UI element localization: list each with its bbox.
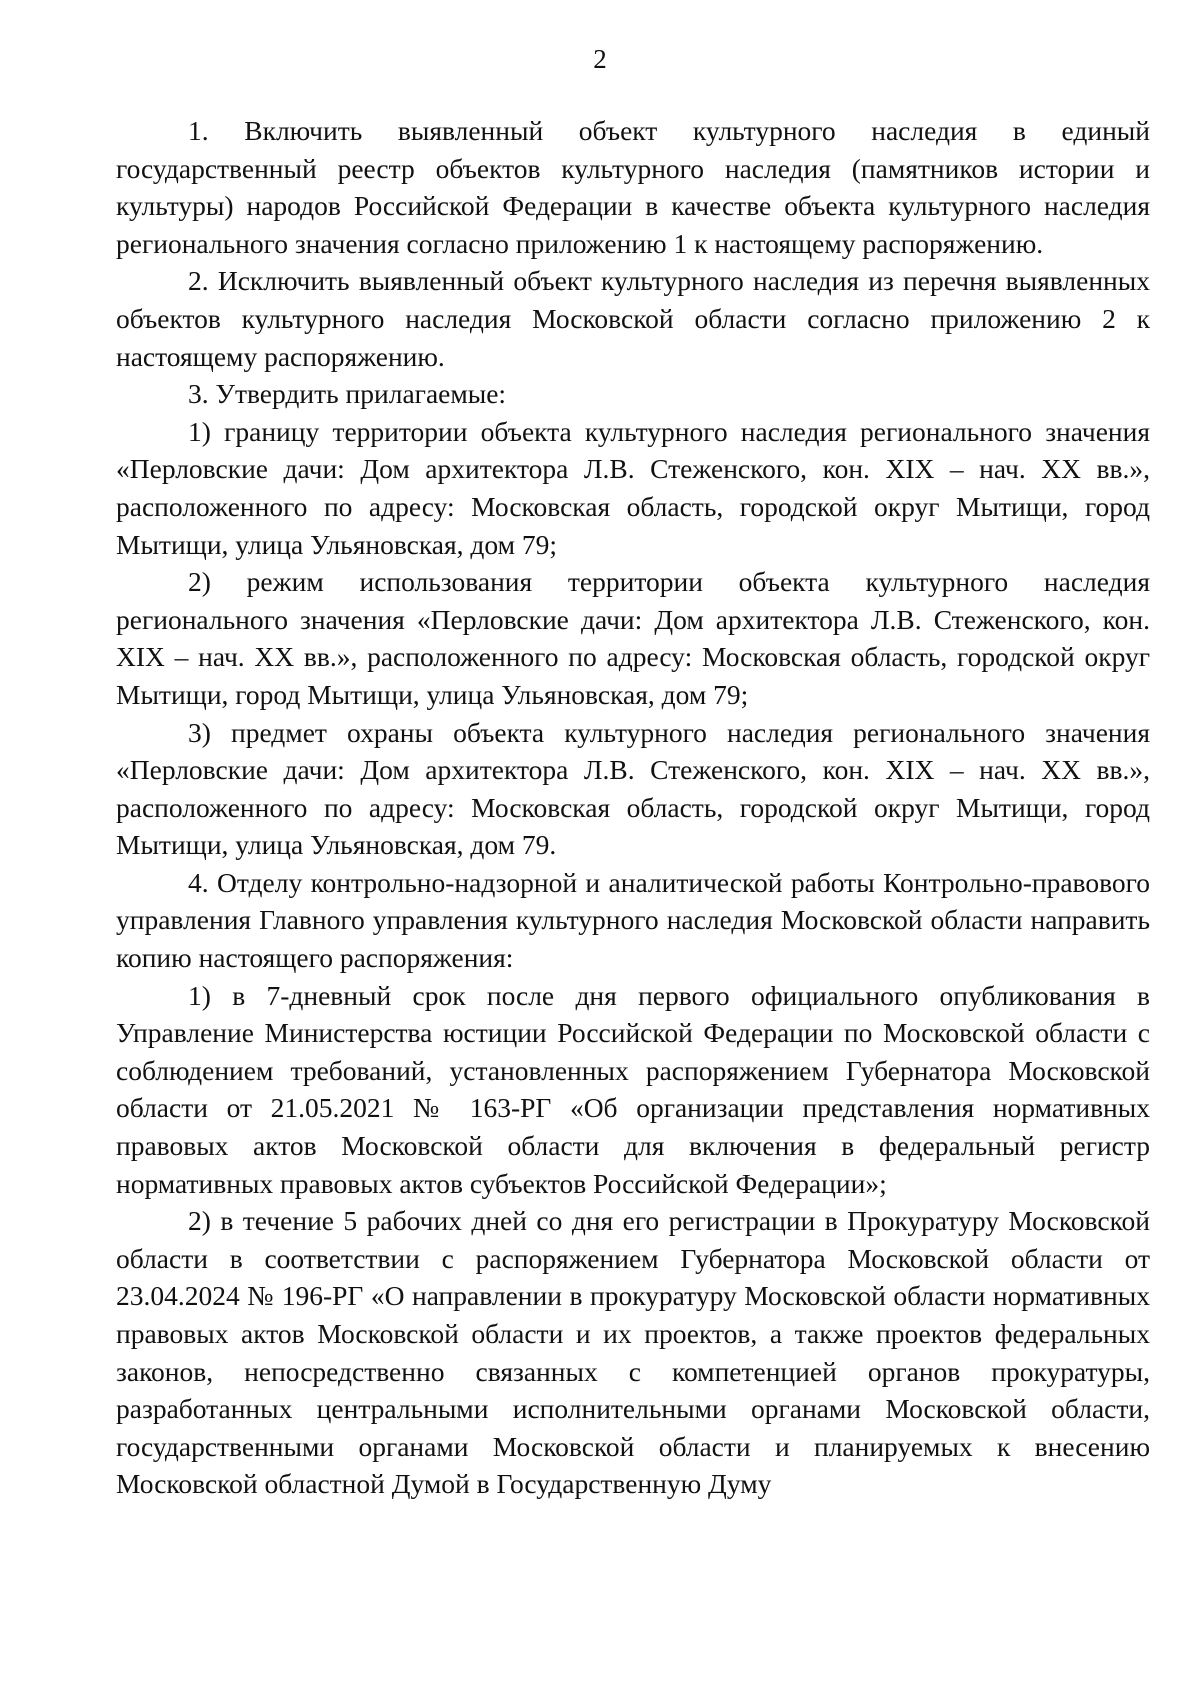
document-body — [116, 112, 1150, 1503]
paragraph-item-4-1: 1) в 7-дневный срок после дня первого официального опубликования в Управление Министерства юстиции Российской Федерации по Московской области с соблюдением требований, установленных распоряжением Губернатора Московской области от 21.05.2021 № 163-РГ «Об организации представления нормативных правовых актов Московской области для включения в федеральный регистр нормативных правовых актов субъектов Российской Федерации»; — [116, 979, 1150, 1199]
paragraph-item-3-2: 2) режим использования территории объекта культурного наследия регионального значения «Перловские дачи: Дом архитектора Л.В. Стеженского, кон. XIX – нач. XX вв.», расположенного по адресу: Московская область, городской округ Мытищи, город Мытищи, улица Ульяновская, дом 79; — [116, 566, 1150, 710]
paragraph-item-3-3: 3) предмет охраны объекта культурного наследия регионального значения «Перловские дачи: Дом архитектора Л.В. Стеженского, кон. XIX – нач. XX вв.», расположенного по адресу: Московская область, городской округ Мытищи, город Мытищи, улица Ульяновская, дом 79. — [116, 716, 1150, 861]
paragraph-item-4: 4. Отделу контрольно-надзорной и аналитической работы Контрольно-правового управления Главного управления культурного наследия Московской области направить копию настоящего распоряжения: — [116, 866, 1150, 974]
paragraph-item-2: 2. Исключить выявленный объект культурного наследия из перечня выявленных объектов культурного наследия Московской области согласно приложению 2 к настоящему распоряжению. — [116, 265, 1150, 372]
paragraph-item-3-1: 1) границу территории объекта культурного наследия регионального значения «Перловские дачи: Дом архитектора Л.В. Стеженского, кон. XIX – нач. XX вв.», расположенного по адресу: Московская область, городской округ Мытищи, город Мытищи, улица Ульяновская, дом 79; — [116, 415, 1150, 560]
paragraph-item-3: 3. Утвердить прилагаемые: — [188, 378, 507, 410]
paragraph-item-4-2: 2) в течение 5 рабочих дней со дня его регистрации в Прокуратуру Московской области в соответствии с распоряжением Губернатора Московской области от 23.04.2024 № 196-РГ «О направлении в прокуратуру Московской области нормативных правовых актов Московской области и их проектов, а также проектов федеральных законов, непосредственно связанных с компетенцией органов прокуратуры, разработанных центральными исполнительными органами Московской области, государственными органами Московской области и планируемых к внесению Московской областной Думой в Государственную Думу — [116, 1205, 1150, 1500]
paragraph-item-1: 1. Включить выявленный объект культурного наследия в единый государственный реестр объектов культурного наследия (памятников истории и культуры) народов Российской Федерации в качестве объекта культурного наследия регионального значения согласно приложению 1 к настоящему распоряжению. — [116, 115, 1150, 259]
page-number: 2 — [593, 44, 607, 74]
